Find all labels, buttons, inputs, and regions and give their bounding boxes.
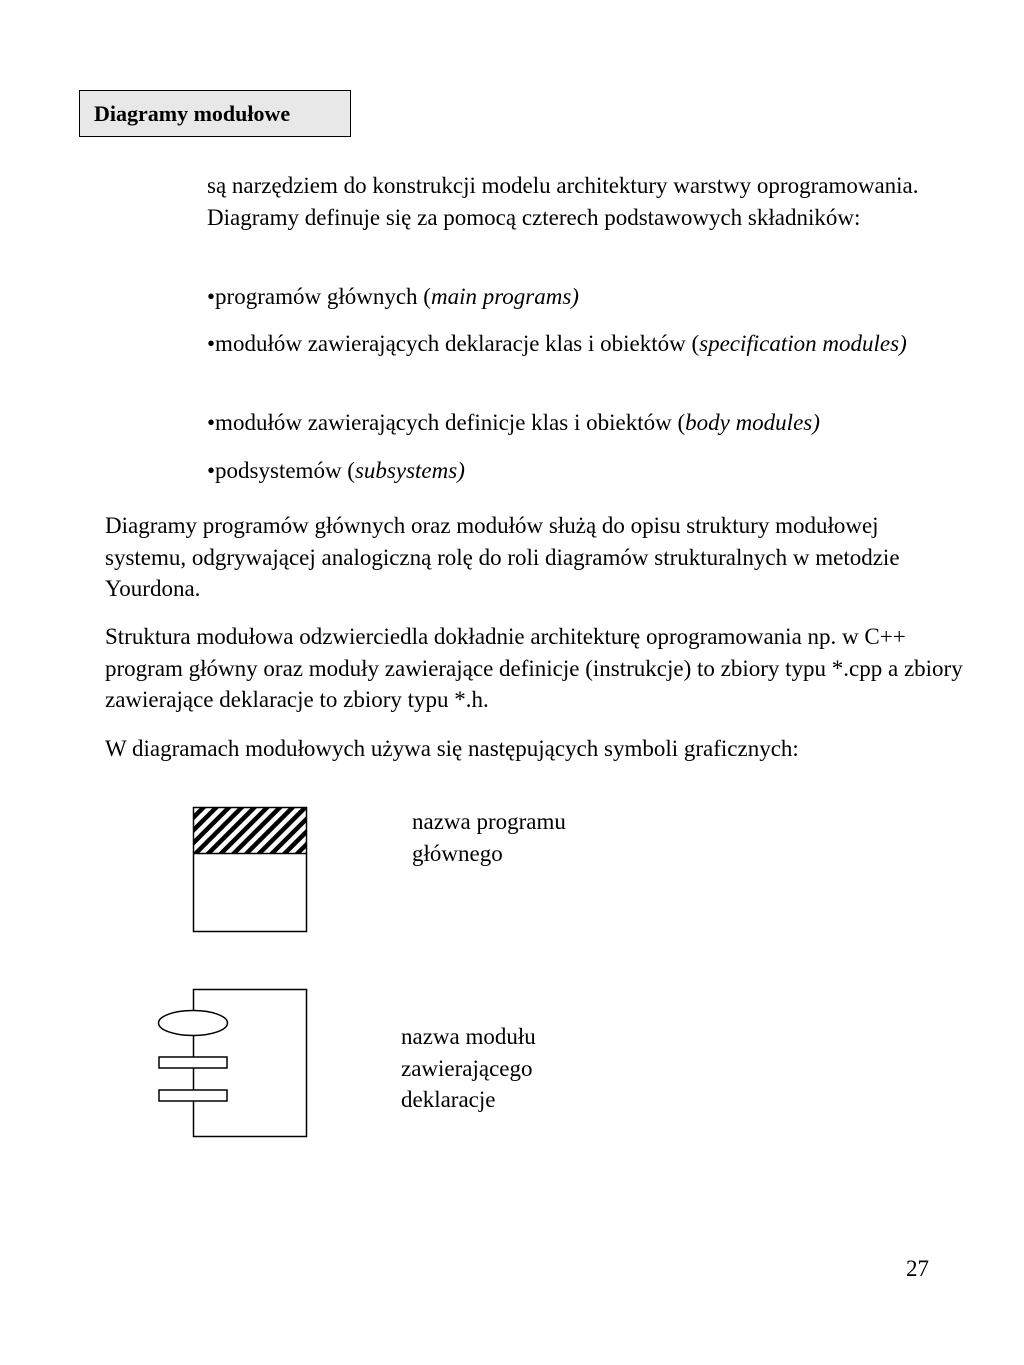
specification-module-label <box>401 1021 701 1116</box>
bullet-text: •modułów zawierających deklaracje klas i obiektów ( <box>207 331 700 356</box>
hatched-header <box>194 808 307 854</box>
paragraph-main-programs: Diagramy programów głównych oraz modułów służą do opisu struktury modułowej systemu, odgrywającej analogiczną rolę do roli diagramów strukturalnych w metodzie Yourdona. <box>105 513 900 601</box>
paragraph-symbols-intro: W diagramach modułowych używa się następujących symboli graficznych: <box>105 736 799 761</box>
main-program-label-line2: głównego <box>412 840 503 866</box>
main-program-symbol <box>190 805 310 935</box>
spec-module-label-line1: nazwa modułu <box>401 1024 536 1049</box>
bullet-specification-modules <box>207 328 967 360</box>
page-number: 27 <box>906 1256 929 1281</box>
section-title-box <box>79 90 351 137</box>
main-program-label-line1: nazwa programu <box>412 809 566 834</box>
bullet-term: main programs) <box>430 284 579 309</box>
section-title: Diagramy modułowe <box>94 100 291 126</box>
intro-paragraph: są narzędziem do konstrukcji modelu architektury warstwy oprogramowania. Diagramy definuje się za pomocą czterech podstawowych składników: <box>207 173 919 230</box>
spec-module-label-line3: deklaracje <box>401 1087 496 1112</box>
main-program-label <box>412 806 712 869</box>
paragraph-structure: Struktura modułowa odzwierciedla dokładnie architekturę oprogramowania np. w C++ program główny oraz moduły zawierające definicje (instrukcje) to zbiory typu *.cpp a zbiory zawierające deklaracje to zbiory typu *.h. <box>105 624 963 712</box>
bullet-term: body modules) <box>685 410 820 435</box>
bullet-text: •podsystemów ( <box>207 458 355 483</box>
module-bar-bottom <box>159 1090 227 1101</box>
bullet-subsystems <box>207 455 967 487</box>
bullet-text: •programów głównych ( <box>207 284 431 309</box>
bullet-body-modules <box>207 407 967 439</box>
bullet-term: subsystems) <box>354 458 465 483</box>
spec-module-label-line2: zawierającego <box>401 1055 533 1081</box>
module-bar-top <box>159 1057 227 1068</box>
bullet-main-programs <box>207 281 967 313</box>
specification-module-symbol <box>155 986 315 1141</box>
bullet-term: specification modules) <box>699 331 907 356</box>
module-ellipse <box>159 1011 228 1036</box>
bullet-text: •modułów zawierających definicje klas i obiektów ( <box>207 410 686 435</box>
